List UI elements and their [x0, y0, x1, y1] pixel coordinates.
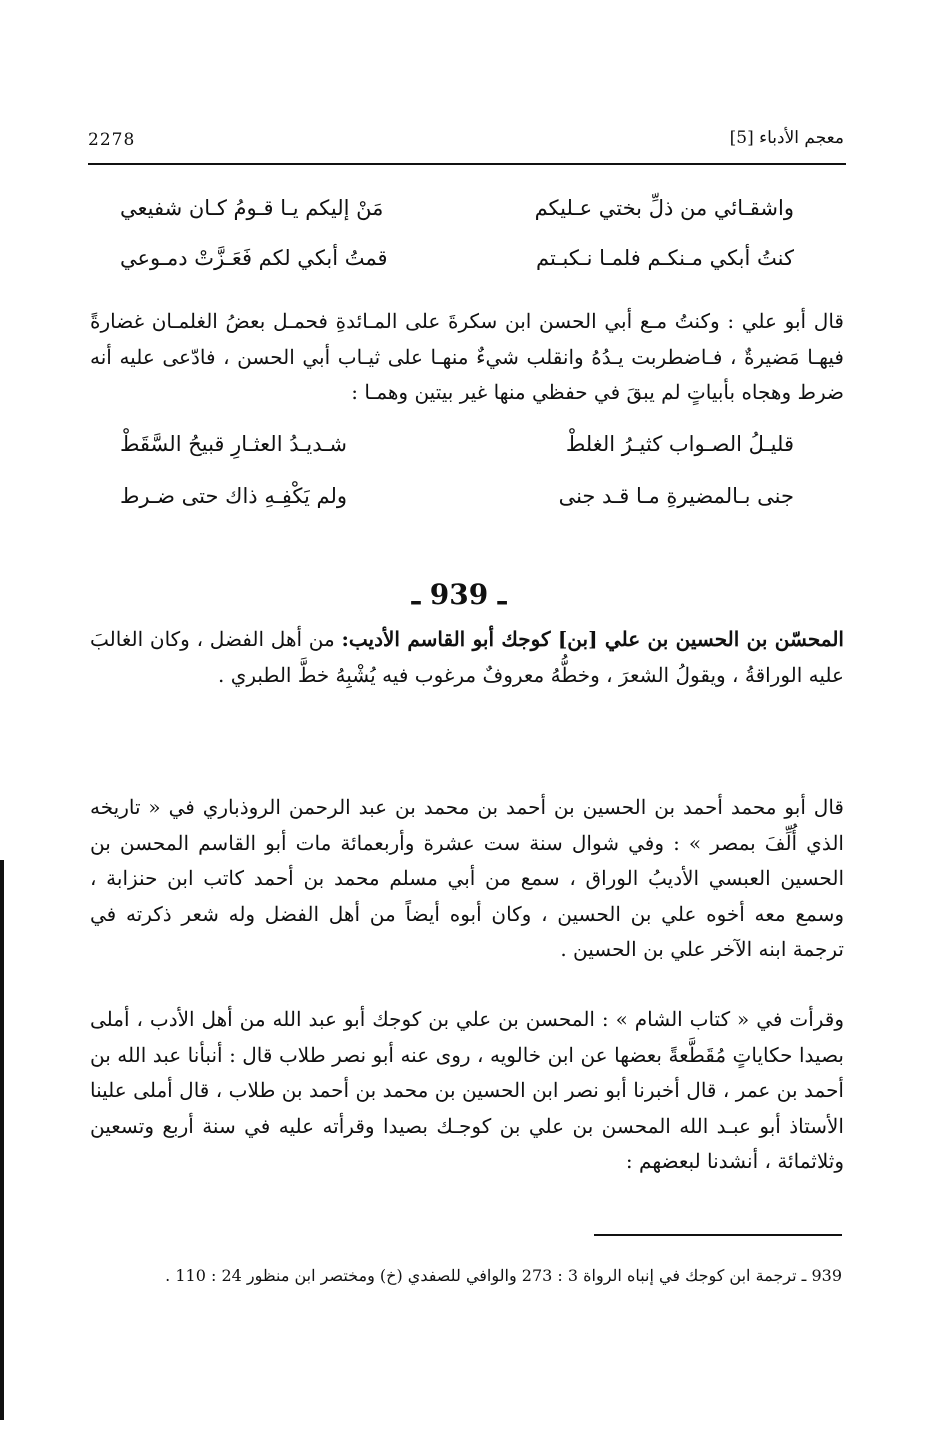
verse-line	[120, 196, 794, 236]
verse-second-hemistich: شـديـدُ العثـارِ قبيحُ السَّقَطْ	[120, 432, 348, 456]
paragraph-text: قال أبو علي : وكنتُ مـع أبي الحسن ابن سكرةَ على المـائدةِ فحمـل بعضُ الغلمـان غضارةً فيهـا مَضيرةٌ ، فـاضطربت يـدُهُ وانقلب شيءٌ منهـا على ثيـاب أبي الحسن ، فادّعى عليه أنه ضرط وهجاه بأبياتٍ لم يبقَ في حفظي منها غير بيتين وهمـا :	[90, 309, 844, 404]
entry-name: المحسّن بن الحسين بن علي [بن] كوجك أبو القاسم الأديب:	[341, 627, 844, 651]
verse-line	[120, 432, 794, 472]
footnote: 939 ـ ترجمة ابن كوجك في إنباه الرواة 3 : 273 والوافي للصفدي (خ) ومختصر ابن منظور 24 : 110 .	[165, 1266, 842, 1285]
page-header	[88, 126, 844, 160]
paragraph-citation	[90, 1002, 844, 1180]
verse-first-hemistich: جنى بـالمضيرةِ مـا قـد جنى	[558, 484, 794, 508]
footnote-rule	[594, 1234, 842, 1236]
entry-intro	[90, 622, 844, 693]
verse-second-hemistich: مَنْ إليكم يـا قـومُ كـان شفيعي	[120, 196, 384, 220]
page-number: 2278	[88, 130, 136, 150]
verse-line	[120, 246, 794, 286]
verse-second-hemistich: قمتُ أبكي لكم فَعَـزَّتْ دمـوعي	[120, 246, 388, 270]
paragraph-anecdote	[90, 304, 844, 411]
paragraph-text: قال أبو محمد أحمد بن الحسين بن أحمد بن محمد بن عبد الرحمن الروذباري في « تاريخه الذي أُلِّفَ بمصر » : وفي شوال سنة ست عشرة وأربعمائة مات أبو القاسم المحسن بن الحسين العبسي الأديبُ الوراق ، سمع من أبي مسلم محمد بن أحمد كاتب ابن حنزابة ، وسمع معه أخوه علي بن الحسين ، وكان أبوه أيضاً من أهل الفضل وله شعر ذكرته في ترجمة ابنه الآخر علي بن الحسين .	[90, 795, 844, 961]
verse-line	[120, 484, 794, 524]
verse-first-hemistich: قليـلُ الصـواب كثيـرُ الغلطْ	[565, 432, 794, 456]
entry-number: ـ 939 ـ	[411, 578, 507, 611]
paragraph-text: وقرأت في « كتاب الشام » : المحسن بن علي بن كوجك أبو عبد الله من أهل الأدب ، أملى بصيدا حكاياتٍ مُقَطَّعةً بعضها عن ابن خالويه ، روى عنه أبو نصر طلاب قال : أنبأنا عبد الله بن أحمد بن عمر ، قال أخبرنا أبو نصر ابن الحسين بن محمد بن أحمد بن طلاب ، قال أملى علينا الأستاذ أبو عبـد الله المحسن بن علي بن كوجـك بصيدا وقرأته عليه في سنة أربع وتسعين وثلاثمائة ، أنشدنا لبعضهم :	[90, 1007, 844, 1173]
scan-edge-shadow	[0, 860, 4, 1420]
paragraph-biography	[90, 790, 844, 968]
entry-description: من أهل الفضل ، وكان الغالبَ عليه الوراقةُ ، ويقولُ الشعرَ ، وخطُّهُ معروفٌ مرغوب فيه يُشْبِهُ خطَّ الطبري .	[90, 627, 844, 687]
entry-intro-text	[90, 622, 844, 693]
verse-first-hemistich: كنتُ أبكي مـنكـم فلمـا نـكبـتم	[536, 246, 794, 270]
verse-second-hemistich: ولم يَكْفِـهِ ذاك حتى ضـرط	[120, 484, 348, 508]
verse-first-hemistich: واشقـائي من ذلِّ بختي عـليكم	[534, 196, 794, 220]
header-rule	[88, 163, 846, 165]
running-title: معجم الأدباء [5]	[729, 128, 844, 148]
